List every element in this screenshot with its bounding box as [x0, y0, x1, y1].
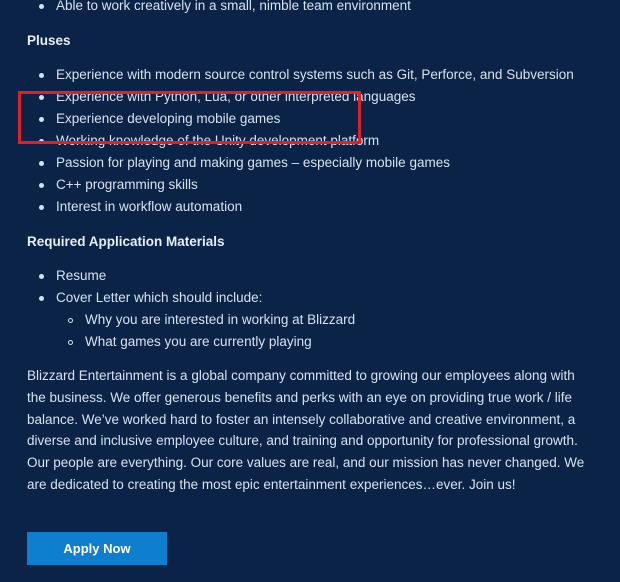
list-item-text: Experience developing mobile games [56, 111, 281, 126]
pluses-heading: Pluses [27, 33, 71, 48]
list-item-text: Able to work creatively in a small, nimble team environment [56, 0, 411, 13]
list-item-text: What games you are currently playing [85, 334, 312, 349]
bullet-icon [39, 205, 44, 210]
bullet-icon [39, 274, 44, 279]
bullet-icon [39, 161, 44, 166]
bullet-icon [39, 73, 44, 78]
apply-now-button[interactable]: Apply Now [27, 532, 167, 565]
bullet-icon [39, 139, 44, 144]
bullet-icon [39, 296, 44, 301]
list-item-text: Interest in workflow automation [56, 199, 243, 214]
bullet-icon [39, 183, 44, 188]
bullet-icon [39, 95, 44, 100]
company-description: Blizzard Entertainment is a global company committed to growing our employees along with the business. We offer generous benefits and perks with an eye on providing true work / life balance. We’ve worked hard to foster an intensely collaborative and creative environment, a diverse and inclusive employee culture, and training and opportunity for professional growth. Our people are everything. Our core values are real, and our mission has never changed. We are dedicated to creating the most epic entertainment experiences…ever. Join us! [27, 368, 585, 492]
hollow-bullet-icon [68, 340, 73, 345]
list-item-text: Cover Letter which should include: [56, 290, 263, 305]
list-item-text: Resume [56, 268, 107, 283]
list-item-text: Working knowledge of the Unity development platform [56, 133, 380, 148]
list-item-text: Passion for playing and making games – especially mobile games [56, 155, 450, 170]
bullet-icon [39, 4, 44, 9]
list-item-text: Experience with modern source control systems such as Git, Perforce, and Subversion [56, 67, 574, 82]
list-item-text: Experience with Python, Lua, or other interpreted languages [56, 89, 416, 104]
materials-heading: Required Application Materials [27, 234, 225, 249]
list-item-text: C++ programming skills [56, 177, 198, 192]
list-item-text: Why you are interested in working at Blizzard [85, 312, 356, 327]
bullet-icon [39, 117, 44, 122]
hollow-bullet-icon [68, 318, 73, 323]
